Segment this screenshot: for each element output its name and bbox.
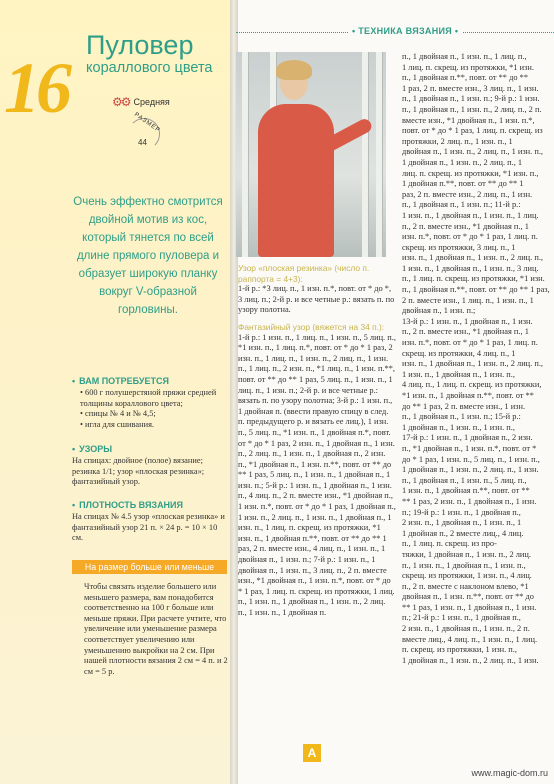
text-line: 2 изн. п., 1 двойная п., 1 изн. п., 2 п. <box>402 624 530 634</box>
text-line: скрещ. из протяжки, 4 лиц. п., 1 <box>402 348 516 358</box>
list-item: • игла для сшивания. <box>80 419 155 429</box>
page-title <box>86 30 226 76</box>
text-line: скрещ. из протяжки, 1 изн. п., 4 лиц. <box>402 571 532 581</box>
text-line: изн. п.*, повт. от * до * 1 раз, 1 лиц. п. <box>402 338 538 348</box>
fancy-pattern-text: 1-й р.: 1 изн. п., 1 лиц. п., 1 изн. п., 5 лиц. п., *1 изн. п., 1 лиц. п.*, повт. от * до * 1 раз, 2 изн. п., 1 лиц. п., 1 изн. п., 2 лиц. п., 1 изн. п., 1 лиц. п., 2 изн. п., *1 лиц. п., 1 изн. п.**, повт. от ** до ** 1 раз, 5 лиц. п., 1 изн. п., 1 лиц. п., 1 изн. п.; 2-й р. и все четные р.: вязать п. по узору полотна; 3-й р.: 1 изн. п., 1 двойная п. (ввести правую спицу в след. п. предыдущего р. и вязать ее лиц.), 1 изн. п., 5 лиц. п., *1 изн. п., 1 двойная п.*, повт. от * до * 1 раз, 2 изн. п., 1 двойная п., 1 изн. п., 2 лиц. п., 1 изн. п., 1 двойная п., 2 изн. п., *1 двойная п., 1 изн. п.**, повт. от ** до ** 1 раз, 5 лиц. п., 1 изн. п., 1 двойная п., 1 изн. п.; 5-й р.: 1 изн. п., 1 двойная п., 1 изн. п., 4 лиц. п., 2 п. вместе изн., *1 двойная п., 1 изн. п.*, повт. от * до * 1 раз, 1 двойная п., 1 изн. п., 2 лиц. п., 1 изн. п., 1 двойная п., 1 изн. п., 1 лиц. п. скрещ. из протяжки, *1 изн. п., 1 двойная п.**, повт. от ** до ** 1 раз, 2 п. вместе изн., 4 лиц. п., 1 изн. п., 1 двойная п., 1 изн. п.; 7-й р.: 1 изн. п., 1 двойная п., 1 изн. п., 3 лиц. п., 2 п. вместе изн., *1 двойная п., 1 изн. п.*, повт. от * до * 1 раз, 1 лиц. п. скрещ. из протяжки, 1 лиц. п., 1 изн. п., 1 двойная п., 1 изн. п., 2 лиц. п., 1 изн. п., 1 двойная п. <box>238 332 396 617</box>
text-line: вместе лиц., 4 лиц. п., 1 изн. п., 1 лиц. <box>402 634 538 644</box>
materials-heading: • ВАМ ПОТРЕБУЕТСЯ <box>72 376 169 386</box>
text-line: изн. п., 1 двойная п., 1 изн. п., 2 лиц. п., <box>402 253 544 263</box>
railing-pole <box>242 52 248 257</box>
text-line: до * 1 раз, 1 изн. п., 5 лиц. п., 1 изн. п., <box>402 454 540 464</box>
text-line: двойная п., 1 изн. п.; <box>402 306 476 316</box>
text-line: п., 1 двойная п.**, повт. от ** до ** <box>402 73 529 83</box>
text-line: 1 двойная п., 1 изн. п., 2 лиц. п., 1 изн. <box>402 655 539 665</box>
text-line: п.; 21-й р.: 1 изн. п., 1 двойная п., <box>402 613 521 623</box>
text-line: 1 изн. п., 1 двойная п., 1 изн. п., 1 лиц. <box>402 210 539 220</box>
size-bar <box>72 560 227 574</box>
railing-pole <box>362 52 368 257</box>
list-item: • спицы № 4 и № 4,5; <box>80 409 156 419</box>
pattern-number: 16 <box>4 48 68 128</box>
text-line: двойная п., 1 изн. п., 2 лиц. п., 1 изн. п., <box>402 147 544 157</box>
text-line: лиц. п. скрещ. из протяжки, *1 изн. п., <box>402 168 539 178</box>
text-line: 2 п. вместе изн., 1 лиц. п., 1 изн. п., 1 <box>402 295 534 305</box>
text-line: 1 двойная п., 1 изн. п., 1 изн. п., <box>402 422 515 432</box>
text-line: повт. от * до * 1 раз, 1 лиц. п. скрещ. из <box>402 126 543 136</box>
title-line-1: Пуловер <box>86 30 194 60</box>
text-line: до ** 1 раз, 2 п. вместе изн., 1 изн. <box>402 401 526 411</box>
text-line: 1 изн. п., 1 двойная п., 1 изн. п., <box>402 369 515 379</box>
text-line: п., 1 двойная п., 1 изн. п.; 9-й р.: 1 изн. <box>402 94 540 104</box>
section-header <box>236 26 554 38</box>
patterns-text: На спицах: двойное (полое) вязание; резинка 1/1; узор «плоская резинка»; фантазийный узор. <box>72 456 205 487</box>
text-line: раз, 2 п. вместе изн., 2 лиц. п., 1 изн. <box>402 189 533 199</box>
title-line-2: кораллового цвета <box>86 60 213 76</box>
difficulty-label: Средняя <box>133 97 170 107</box>
text-line: тяжки, 1 двойная п., 1 изн. п., 2 лиц. <box>402 549 531 559</box>
text-line: п., 1 двойная п.**, повт. от ** до ** 1 раз, <box>402 285 550 295</box>
model-hair <box>276 60 312 80</box>
flat-rib-text: 1-й р.: *3 лиц. п., 1 изн. п.*, повт. от * до *, 3 лиц. п.; 2-й р. и все четные р.: вязать п. по узору полотна. <box>238 284 395 315</box>
size-value: 44 <box>138 138 147 147</box>
text-line: 17-й р.: 1 изн. п., 1 двойная п., 2 изн. <box>402 433 533 443</box>
text-line: 1 лиц. п. скрещ. из протяжки, *1 изн. <box>402 62 534 72</box>
text-line: п., 1 изн. п., 1 двойная п., 1 изн. п., <box>402 560 526 570</box>
text-line: п., 2 п. вместе с наклоном влево, *1 <box>402 581 529 591</box>
list-item: • 600 г полушерстяной пряжи средней толщины кораллового цвета; <box>80 388 217 408</box>
text-line: п., 1 двойная п., 1 изн. п.; 15-й р.: <box>402 412 521 422</box>
text-line: 1 двойная п., 1 изн. п., 2 лиц. п., 1 изн. <box>402 465 539 475</box>
text-line: 13-й р.: 1 изн. п., 1 двойная п., 1 изн. <box>402 316 533 326</box>
text-line: п., 2 п. вместе изн., *1 двойная п., 1 <box>402 327 529 337</box>
text-line: ** 1 раз, 2 изн. п., 1 двойная п., 1 изн. <box>402 496 537 506</box>
size-bar-label: На размер больше или меньше <box>84 562 215 572</box>
sweater-shape <box>258 104 334 257</box>
text-line: 1 изн. п., 1 двойная п., 1 изн. п., 3 лиц. <box>402 263 539 273</box>
text-line: п., 1 лиц. п. скрещ. из протяжки, *1 изн. <box>402 274 545 284</box>
text-line: скрещ. из протяжки, 3 лиц. п., 1 <box>402 242 516 252</box>
text-line: 1 раз, 2 п. вместе изн., 3 лиц. п., 1 изн. <box>402 83 539 93</box>
text-line: п.; 19-й р.: 1 изн. п., 1 двойная п., <box>402 507 521 517</box>
materials-list <box>80 388 228 430</box>
size-label: РАЗМЕР <box>133 111 162 135</box>
text-line: ** 1 раз, 1 изн. п., 1 двойная п., 1 изн. <box>402 602 537 612</box>
fancy-pattern-heading: Фантазийный узор (вяжется на 34 п.): <box>238 321 385 332</box>
text-line: п., 2 п. вместе изн., *1 двойная п., 1 <box>402 221 529 231</box>
section-tag: • ТЕХНИКА ВЯЗАНИЯ • <box>348 26 462 36</box>
text-line: 1 двойная п., 2 вместе лиц., 4 лиц. <box>402 528 524 538</box>
size-badge <box>128 111 164 154</box>
text-line: *1 изн. п., 1 двойная п.**, повт. от ** <box>402 391 534 400</box>
middle-column <box>238 263 396 619</box>
text-line: изн. п., 1 двойная п., 1 изн. п., 2 лиц. п., <box>402 359 544 369</box>
text-line: 1 изн. п., 1 двойная п.**, повт. от ** <box>402 486 530 496</box>
text-line: 4 лиц. п., 1 лиц. п. скрещ. из протяжки, <box>402 380 542 390</box>
text-line: п., 1 лиц. п. скрещ. из про- <box>402 539 497 549</box>
density-text: На спицах № 4.5 узор «плоская резинка» и фантазийный узор 21 п. × 24 р. = 10 × 10 см. <box>72 512 225 543</box>
page-badge: A <box>303 744 321 762</box>
text-line: п., *1 двойная п., 1 изн. п.*, повт. от * <box>402 443 537 453</box>
text-line: 2 изн. п., 1 двойная п., 1 изн. п., 1 <box>402 518 522 528</box>
intro-text: Очень эффектно смотрится двойной мотив из кос, который тянется по всей длине прямого пуловера и образует широкую планку вокруг V-образной горловины. <box>73 196 223 316</box>
flat-rib-heading: Узор «плоская резинка» (число п. раппорта = 4+3): <box>238 263 370 284</box>
text-line: п., 1 двойная п., 1 изн. п., 5 лиц. п., <box>402 475 527 485</box>
gear-icon: ⚙⚙ <box>112 95 130 109</box>
difficulty-level <box>112 95 170 109</box>
text-line: изн. п.*, повт. от * до * 1 раз, 1 лиц. п. <box>402 232 538 242</box>
right-column <box>402 52 554 772</box>
railing-pole <box>376 52 382 257</box>
model-photo <box>236 52 386 257</box>
text-line: п., 1 двойная п., 1 изн. п.; 11-й р.: <box>402 200 521 210</box>
size-text: Чтобы связать изделие большего или меньшего размера, вам понадобится соответственно на 100 г больше или меньше пряжи. При расчете учтите, что увеличение или уменьшение размера соответствует увеличению или уменьшению выкройки на 2 см. При нашей плотности вязания 2 см = 4 п. и 2 см = 5 р. <box>84 582 228 676</box>
text-line: п., 1 двойная п., 1 изн. п., 1 лиц. п., <box>402 52 527 61</box>
text-line: п., 1 двойная п., 1 изн. п., 2 лиц. п., 2 п. <box>402 104 542 114</box>
patterns-heading: • УЗОРЫ <box>72 444 112 454</box>
density-heading: • ПЛОТНОСТЬ ВЯЗАНИЯ <box>72 500 183 510</box>
text-line: 1 двойная п., 1 изн. п., 2 лиц. п., 1 <box>402 157 523 167</box>
footer-url: www.magic-dom.ru <box>471 768 548 778</box>
text-line: протяжки, 2 лиц. п., 1 изн. п., 1 <box>402 136 513 146</box>
text-line: 1 двойная п.**, повт. от ** до ** 1 <box>402 179 524 189</box>
text-line: двойная п., 1 изн. п.**, повт. от ** до <box>402 592 534 602</box>
text-line: п. скрещ. из протяжки, 1 изн. п., <box>402 645 517 655</box>
text-line: вместе изн., *1 двойная п., 1 изн. п.*, <box>402 115 535 125</box>
